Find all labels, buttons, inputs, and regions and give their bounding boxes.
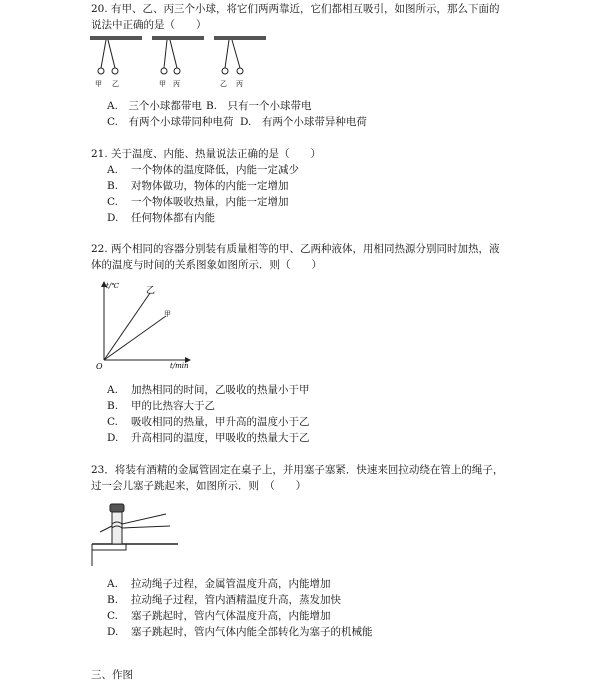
q21-stem: 21. 关于温度、内能、热量说法正确的是（ ） (91, 148, 322, 160)
option-text: 升高相同的温度，甲吸收的热量大于乙 (131, 432, 310, 444)
line-yi (104, 293, 150, 360)
option-label: A. (107, 164, 118, 176)
metal-tube (112, 512, 122, 544)
q23-stem-line2: 过一会儿塞子跳起来，如图所示．则 （ ） (91, 480, 307, 492)
q23-apparatus-figure (90, 498, 180, 568)
fig3-label-right: 丙 (236, 80, 243, 88)
option-text: 一个物体吸收热量，内能一定增加 (131, 196, 289, 208)
q23-option-c[interactable] (107, 608, 331, 623)
q22-stem-line2: 体的温度与时间的关系图象如图所示．则（ ） (91, 259, 322, 271)
q23-option-a[interactable] (107, 576, 331, 591)
hanging-balls-2 (152, 36, 204, 88)
fig2-label-left: 甲 (159, 80, 166, 88)
option-text: 拉动绳子过程，金属管温度升高，内能增加 (131, 578, 331, 590)
rope-end-1 (122, 514, 166, 524)
option-label: D. (107, 432, 119, 444)
option-label: D. (107, 212, 119, 224)
fig1-label-left: 甲 (95, 80, 102, 88)
option-text: 拉动绳子过程，管内酒精温度升高，蒸发加快 (131, 594, 341, 606)
q20-option-b[interactable]: B. 只有一个小球带电 (206, 100, 312, 112)
option-label: B. (107, 180, 119, 192)
q20-stem-line1: 20. 有甲、乙、丙三个小球，将它们两两靠近，它们都相互吸引，如图所示，那么下面的 (91, 3, 500, 15)
line-jia-label: 甲 (164, 310, 171, 318)
section-heading: 三、作图 (91, 669, 133, 681)
option-text: 一个物体的温度降低，内能一定减少 (131, 164, 299, 176)
q20-option-d[interactable]: D. 有两个小球带异种电荷 (240, 116, 367, 128)
q21-option-d[interactable] (107, 210, 215, 225)
option-text: 加热相同的时间，乙吸收的热量小于甲 (131, 384, 310, 396)
fig1-label-right: 乙 (112, 80, 119, 88)
option-label: C. (107, 196, 118, 208)
option-label: A. (107, 578, 118, 590)
fig3-label-left: 乙 (220, 80, 227, 88)
option-label: D. (107, 626, 119, 638)
option-text: 塞子跳起时，管内气体温度升高，内能增加 (131, 610, 331, 622)
hanging-balls-3 (214, 36, 266, 88)
origin-label: O (96, 362, 103, 371)
option-text: 吸收相同的热量，甲升高的温度小于乙 (131, 416, 310, 428)
q22-temperature-graph (92, 276, 202, 372)
option-label: B. (107, 400, 119, 412)
fig2-label-right: 丙 (173, 80, 180, 88)
option-text: 塞子跳起时，管内气体内能全部转化为塞子的机械能 (131, 626, 373, 638)
q20-option-a[interactable]: A. 三个小球都带电 (107, 100, 202, 112)
q20-stem-line2: 说法中正确的是（ ） (91, 19, 207, 31)
option-text: 任何物体都有内能 (131, 212, 215, 224)
q23-option-b[interactable] (107, 592, 341, 607)
hanging-balls-1 (90, 36, 142, 88)
option-label: C. (107, 416, 118, 428)
option-text: 对物体做功，物体的内能一定增加 (131, 180, 289, 192)
rope-end-3 (100, 526, 112, 532)
q23-option-d[interactable] (107, 624, 373, 639)
q21-option-a[interactable] (107, 162, 299, 177)
q20-option-c[interactable]: C. 有两个小球带同种电荷 (107, 116, 234, 128)
option-text: 甲的比热容大于乙 (131, 400, 215, 412)
q23-stem-line1: 23．将装有酒精的金属管固定在桌子上，并用塞子塞紧．快速来回拉动绕在管上的绳子， (91, 464, 504, 476)
x-axis-label: t/min (170, 362, 189, 370)
stopper (110, 504, 124, 512)
q22-option-d[interactable] (107, 430, 310, 445)
clamp (92, 544, 126, 550)
option-label: A. (107, 384, 118, 396)
q20-figure (88, 34, 278, 94)
option-label: B. (107, 594, 119, 606)
q21-option-c[interactable] (107, 194, 289, 209)
q21-option-b[interactable] (107, 178, 289, 193)
q22-option-b[interactable] (107, 398, 215, 413)
q22-option-c[interactable] (107, 414, 310, 429)
line-jia (104, 316, 166, 360)
option-label: C. (107, 610, 118, 622)
line-yi-label: 乙 (146, 286, 156, 296)
y-axis-label: t/℃ (106, 282, 120, 290)
rope-end-2 (122, 526, 170, 528)
q22-option-a[interactable] (107, 382, 310, 397)
q22-stem-line1: 22. 两个相同的容器分别装有质量相等的甲、乙两种液体，用相同热源分别同时加热，液 (91, 243, 500, 255)
